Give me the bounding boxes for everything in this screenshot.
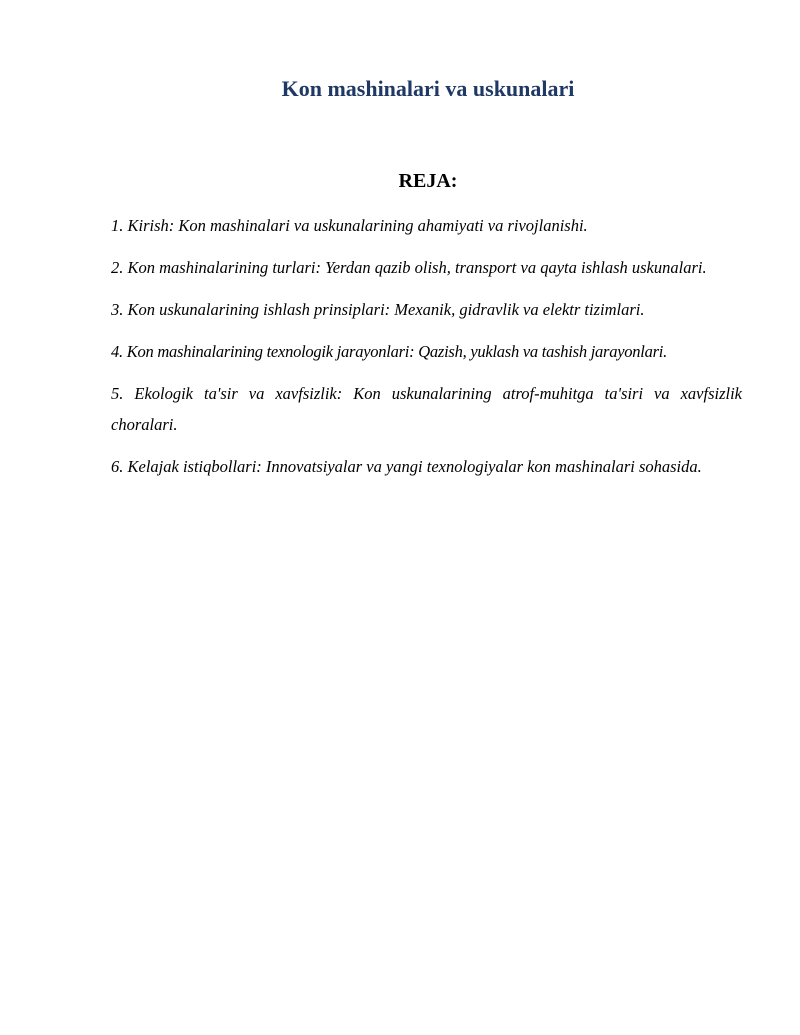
plan-item: 1. Kirish: Kon mashinalari va uskunalarining ahamiyati va rivojlanishi. [111,216,588,235]
plan-item: 4. Kon mashinalarining texnologik jarayonlari: Qazish, yuklash va tashish jarayonlari. [111,342,667,361]
document-title: Kon mashinalari va uskunalari [281,76,575,101]
plan-item: 3. Kon uskunalarining ishlash prinsiplari: Mexanik, gidravlik va elektr tizimlari. [111,300,645,319]
plan-heading: REJA: [398,170,458,192]
plan-item: 2. Kon mashinalarining turlari: Yerdan qazib olish, transport va qayta ishlash uskunalari. [111,258,707,277]
plan-item: 6. Kelajak istiqbollari: Innovatsiyalar va yangi texnologiyalar kon mashinalari sohasida. [111,457,702,476]
plan-list [111,210,742,493]
plan-item: 5. Ekologik ta'sir va xavfsizlik: Kon uskunalarining atrof-muhitga ta'siri va xavfsizlik choralari. [111,384,742,434]
